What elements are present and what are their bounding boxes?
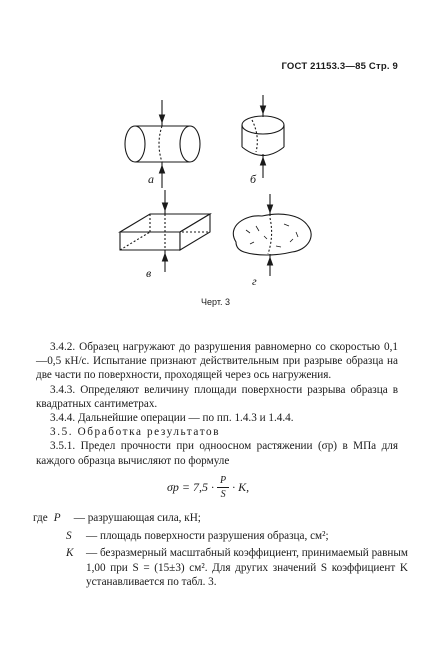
- legend-text-p: — разрушающая сила, кН;: [73, 512, 201, 524]
- formula-denominator: S: [220, 489, 226, 500]
- variable-legend: [33, 511, 408, 590]
- paragraph-3-4-2: 3.4.2. Образец нагружают до разрушения равномерно со скоростью 0,1—0,5 кН/с. Испытание признают действительным при разрыве образца на две части по поверхности, проходящей через ось нагружения.: [36, 341, 398, 382]
- legend-text-k: — безразмерный масштабный коэффициент, принимаемый равным 1,00 при S = (15±3) см². Для других значений S коэффициент K устанавливается по табл. 3.: [86, 547, 408, 588]
- formula-fraction: [217, 474, 229, 501]
- legend-symbol-p: P: [53, 512, 61, 524]
- legend-row-p: [33, 511, 408, 526]
- legend-row-s: [33, 529, 408, 544]
- figure-label-g: г: [252, 274, 257, 288]
- legend-text-s: — площадь поверхности разрушения образца, см²;: [86, 529, 329, 542]
- figure-g-irregular: [233, 194, 311, 276]
- specimen-figures: [0, 0, 431, 320]
- figure-a-cylinder: [125, 100, 200, 188]
- figure-label-b: б: [250, 172, 257, 186]
- figure-v-prism: [120, 190, 210, 272]
- figure-b-disc: [242, 95, 284, 178]
- formula-numerator: P: [217, 474, 229, 488]
- figure-label-a: а: [148, 172, 154, 186]
- standard-number: ГОСТ 21153.3—85: [281, 61, 367, 72]
- section-heading-3-5: 3.5. Обработка результатов: [50, 426, 221, 439]
- paragraph-3-5-1: 3.5.1. Предел прочности при одноосном растяжении (σр) в МПа для каждого образца вычисляют по формуле: [36, 440, 398, 467]
- legend-symbol-k: K: [66, 547, 74, 559]
- legend-symbol-s: S: [66, 529, 72, 542]
- page-number: Стр. 9: [368, 61, 398, 72]
- legend-where: где: [33, 512, 48, 524]
- body-text: [36, 340, 398, 468]
- figure-caption: Черт. 3: [201, 297, 230, 307]
- strength-formula: [167, 474, 249, 501]
- legend-row-k: [33, 546, 408, 590]
- paragraph-3-4-4: 3.4.4. Дальнейшие операции — по пп. 1.4.3 и 1.4.4.: [50, 412, 294, 425]
- formula-rhs: · K,: [232, 480, 250, 494]
- formula-lhs: σр = 7,5 ·: [167, 480, 215, 494]
- figure-label-v: в: [146, 266, 152, 280]
- paragraph-3-4-3: 3.4.3. Определяют величину площади поверхности разрыва образца в квадратных сантиметрах.: [36, 383, 398, 410]
